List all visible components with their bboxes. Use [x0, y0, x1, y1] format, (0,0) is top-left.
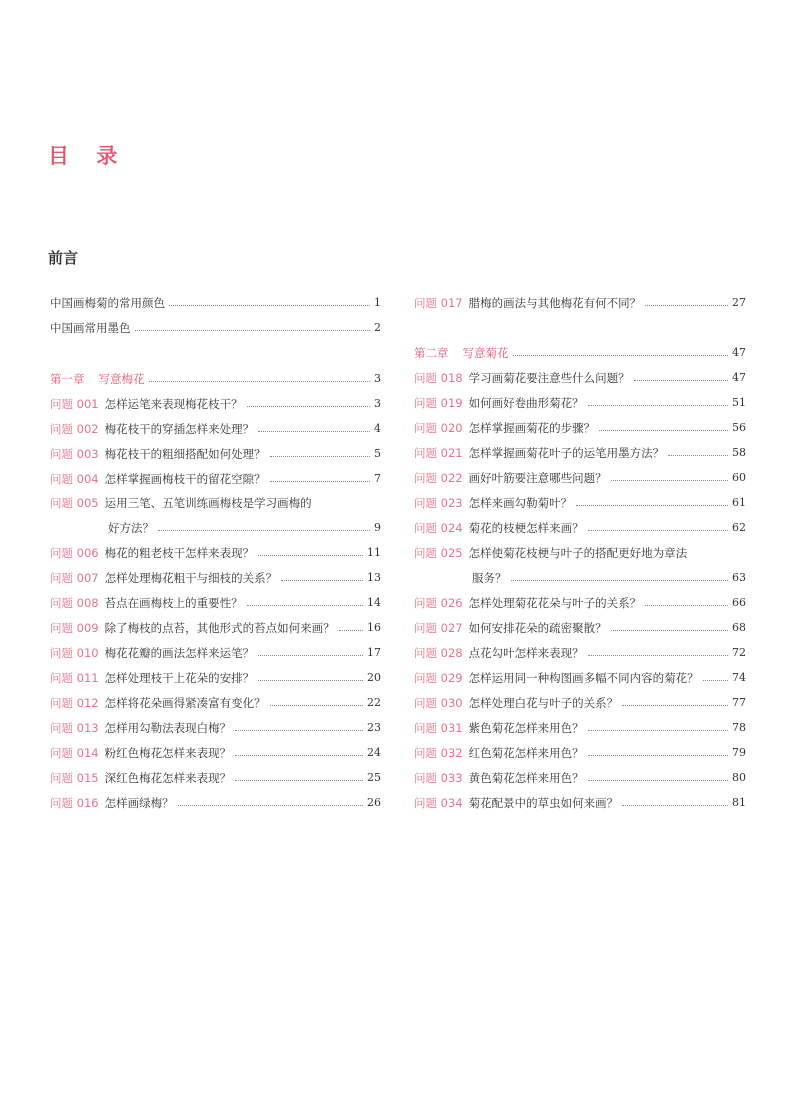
page-number: 1	[374, 296, 381, 309]
toc-entry	[414, 518, 746, 538]
leader-dots	[158, 529, 370, 531]
entry-title: 除了梅枝的点苔，其他形式的苔点如何来画？	[104, 621, 335, 635]
question-number: 问题 017	[414, 296, 463, 310]
question-number: 问题 003	[50, 447, 99, 461]
page-number: 63	[732, 571, 746, 584]
toc-entry	[414, 668, 746, 688]
question-number: 问题 002	[50, 422, 99, 436]
entry-title: 梅花花瓣的画法怎样来运笔？	[104, 646, 255, 660]
page-number: 47	[732, 346, 746, 359]
page-number: 3	[374, 372, 381, 385]
entry-title: 怎样用勾勒法表现白梅？	[104, 721, 232, 735]
toc-entry	[414, 618, 746, 638]
question-number: 问题 016	[50, 796, 99, 810]
toc-entry	[414, 743, 746, 763]
leader-dots	[588, 729, 728, 731]
entry-title: 学习画菊花要注意些什么问题？	[468, 371, 630, 385]
entry-title: 如何画好卷曲形菊花？	[468, 396, 584, 410]
question-number: 问题 018	[414, 371, 463, 385]
toc-entry	[414, 293, 746, 313]
leader-dots	[270, 480, 370, 482]
toc-entry	[414, 793, 746, 813]
page-number: 61	[732, 496, 746, 509]
page-number: 14	[367, 596, 381, 609]
page-number: 13	[367, 571, 381, 584]
toc-entry	[50, 493, 381, 513]
question-number: 问题 008	[50, 596, 99, 610]
page-number: 80	[732, 771, 746, 784]
toc-entry	[50, 469, 381, 489]
toc-entry	[414, 768, 746, 788]
page-number: 79	[732, 746, 746, 759]
leader-dots	[622, 704, 728, 706]
toc-entry	[414, 468, 746, 488]
page-number: 58	[732, 446, 746, 459]
question-number: 问题 004	[50, 472, 99, 486]
page-number: 11	[367, 546, 381, 559]
toc-chapter	[414, 343, 746, 363]
entry-title: 写意菊花	[462, 346, 509, 360]
leader-dots	[270, 455, 370, 457]
question-number: 问题 029	[414, 671, 463, 685]
leader-dots	[247, 405, 370, 407]
question-number: 问题 010	[50, 646, 99, 660]
leader-dots	[178, 804, 363, 806]
entry-title: 中国画梅菊的常用颜色	[50, 296, 165, 310]
entry-title: 菊花的枝梗怎样来画？	[468, 521, 584, 535]
entry-title: 怎样运笔来表现梅花枝干？	[104, 397, 243, 411]
entry-title: 菊花配景中的草虫如何来画？	[468, 796, 619, 810]
toc-entry	[414, 568, 746, 588]
page-number: 3	[374, 397, 381, 410]
toc-entry	[414, 593, 746, 613]
toc-entry	[50, 743, 381, 763]
page-number: 74	[732, 671, 746, 684]
entry-title: 怎样处理白花与叶子的关系？	[468, 696, 619, 710]
page-number: 68	[732, 621, 746, 634]
entry-title: 怎样来画勾勒菊叶？	[468, 496, 573, 510]
entry-title: 怎样将花朵画得紧凑富有变化？	[104, 696, 266, 710]
question-number: 问题 027	[414, 621, 463, 635]
toc-entry	[50, 768, 381, 788]
leader-dots	[588, 754, 728, 756]
toc-entry	[414, 493, 746, 513]
entry-title: 苔点在画梅枝上的重要性？	[104, 596, 243, 610]
entry-title: 怎样画绿梅？	[104, 796, 174, 810]
entry-title: 中国画常用墨色	[50, 321, 131, 335]
leader-dots	[258, 554, 363, 556]
page-number: 23	[367, 721, 381, 734]
question-number: 问题 025	[414, 546, 463, 560]
question-number: 问题 009	[50, 621, 99, 635]
leader-dots	[599, 429, 728, 431]
entry-title: 怎样掌握画菊花叶子的运笔用墨方法？	[468, 446, 665, 460]
toc-entry	[414, 718, 746, 738]
page-number: 27	[732, 296, 746, 309]
page-number: 16	[367, 621, 381, 634]
entry-title: 紫色菊花怎样来用色？	[468, 721, 584, 735]
page-number: 2	[374, 321, 381, 334]
question-number: 问题 015	[50, 771, 99, 785]
toc-entry	[50, 793, 381, 813]
leader-dots	[511, 579, 729, 581]
entry-title: 怎样运用同一种构图画多幅不同内容的菊花？	[468, 671, 699, 685]
leader-dots	[258, 430, 370, 432]
page-number: 25	[367, 771, 381, 784]
toc-heading: 目 录	[48, 144, 128, 168]
page-number: 78	[732, 721, 746, 734]
page-number: 7	[374, 472, 381, 485]
toc-entry	[50, 718, 381, 738]
toc-entry	[50, 668, 381, 688]
leader-dots	[258, 654, 363, 656]
entry-title: 黄色菊花怎样来用色？	[468, 771, 584, 785]
entry-title: 怎样处理枝干上花朵的安排？	[104, 671, 255, 685]
chapter-label: 第一章	[50, 372, 85, 386]
page-number: 5	[374, 447, 381, 460]
entry-title: 运用三笔、五笔训练画梅枝是学习画梅的	[104, 496, 312, 510]
question-number: 问题 019	[414, 396, 463, 410]
entry-title: 梅花的粗老枝干怎样来表现？	[104, 546, 255, 560]
page-number: 60	[732, 471, 746, 484]
preface-heading: 前言	[48, 249, 79, 267]
entry-title: 怎样使菊花枝梗与叶子的搭配更好地为章法	[468, 546, 688, 560]
page-number: 77	[732, 696, 746, 709]
page-number: 72	[732, 646, 746, 659]
toc-entry	[50, 618, 381, 638]
question-number: 问题 032	[414, 746, 463, 760]
leader-dots	[235, 729, 363, 731]
page-number: 81	[732, 796, 746, 809]
question-number: 问题 006	[50, 546, 99, 560]
leader-dots	[588, 529, 728, 531]
leader-dots	[588, 404, 728, 406]
question-number: 问题 033	[414, 771, 463, 785]
leader-dots	[668, 454, 728, 456]
leader-dots	[258, 679, 363, 681]
toc-entry	[50, 643, 381, 663]
entry-title: 如何安排花朵的疏密聚散？	[468, 621, 607, 635]
entry-title: 怎样掌握画菊花的步骤？	[468, 421, 596, 435]
leader-dots	[634, 379, 728, 381]
leader-dots	[149, 380, 371, 382]
entry-title: 写意梅花	[98, 372, 145, 386]
question-number: 问题 020	[414, 421, 463, 435]
toc-entry	[50, 593, 381, 613]
entry-title: 梅花枝干的粗细搭配如何处理？	[104, 447, 266, 461]
entry-title: 红色菊花怎样来用色？	[468, 746, 584, 760]
toc-entry	[414, 543, 746, 563]
toc-entry	[50, 444, 381, 464]
question-number: 问题 023	[414, 496, 463, 510]
leader-dots	[703, 679, 728, 681]
page-number: 51	[732, 396, 746, 409]
page-number: 9	[374, 521, 381, 534]
question-number: 问题 021	[414, 446, 463, 460]
leader-dots	[339, 629, 363, 631]
toc-entry	[414, 368, 746, 388]
toc-entry	[414, 393, 746, 413]
toc-entry	[414, 418, 746, 438]
leader-dots	[588, 654, 728, 656]
entry-title: 腊梅的画法与其他梅花有何不同？	[468, 296, 642, 310]
entry-title: 好方法？	[108, 521, 154, 535]
question-number: 问题 026	[414, 596, 463, 610]
entry-title: 画好叶筋要注意哪些问题？	[468, 471, 607, 485]
toc-entry	[50, 293, 381, 313]
toc-entry	[414, 693, 746, 713]
leader-dots	[235, 779, 363, 781]
leader-dots	[135, 329, 371, 331]
toc-entry	[50, 518, 381, 538]
entry-title: 服务？	[472, 571, 507, 585]
question-number: 问题 028	[414, 646, 463, 660]
page-number: 66	[732, 596, 746, 609]
entry-title: 深红色梅花怎样来表现？	[104, 771, 232, 785]
toc-entry	[414, 443, 746, 463]
question-number: 问题 014	[50, 746, 99, 760]
entry-title: 梅花枝干的穿插怎样来处理？	[104, 422, 255, 436]
toc-entry	[414, 643, 746, 663]
toc-entry	[50, 419, 381, 439]
question-number: 问题 024	[414, 521, 463, 535]
question-number: 问题 034	[414, 796, 463, 810]
leader-dots	[247, 604, 363, 606]
question-number: 问题 007	[50, 571, 99, 585]
leader-dots	[611, 629, 728, 631]
page-number: 22	[367, 696, 381, 709]
toc-entry	[50, 543, 381, 563]
leader-dots	[576, 504, 728, 506]
question-number: 问题 030	[414, 696, 463, 710]
page-number: 56	[732, 421, 746, 434]
page-number: 20	[367, 671, 381, 684]
question-number: 问题 012	[50, 696, 99, 710]
leader-dots	[235, 754, 363, 756]
leader-dots	[270, 704, 363, 706]
question-number: 问题 001	[50, 397, 99, 411]
page-number: 62	[732, 521, 746, 534]
leader-dots	[645, 304, 728, 306]
toc-entry	[50, 318, 381, 338]
toc-entry	[50, 693, 381, 713]
page-number: 4	[374, 422, 381, 435]
leader-dots	[622, 804, 728, 806]
question-number: 问题 031	[414, 721, 463, 735]
entry-title: 粉红色梅花怎样来表现？	[104, 746, 232, 760]
entry-title: 点花勾叶怎样来表现？	[468, 646, 584, 660]
leader-dots	[513, 354, 729, 356]
page-number: 24	[367, 746, 381, 759]
toc-entry	[50, 568, 381, 588]
page-number: 47	[732, 371, 746, 384]
question-number: 问题 013	[50, 721, 99, 735]
leader-dots	[588, 779, 728, 781]
page-number: 17	[367, 646, 381, 659]
question-number: 问题 022	[414, 471, 463, 485]
leader-dots	[281, 579, 363, 581]
toc-chapter	[50, 369, 381, 389]
question-number: 问题 011	[50, 671, 99, 685]
chapter-label: 第二章	[414, 346, 449, 360]
leader-dots	[645, 604, 728, 606]
toc-entry	[50, 394, 381, 414]
leader-dots	[611, 479, 728, 481]
question-number: 问题 005	[50, 496, 99, 510]
page-number: 26	[367, 796, 381, 809]
leader-dots	[169, 304, 370, 306]
entry-title: 怎样掌握画梅枝干的留花空隙？	[104, 472, 266, 486]
entry-title: 怎样处理菊花花朵与叶子的关系？	[468, 596, 642, 610]
entry-title: 怎样处理梅花粗干与细枝的关系？	[104, 571, 278, 585]
